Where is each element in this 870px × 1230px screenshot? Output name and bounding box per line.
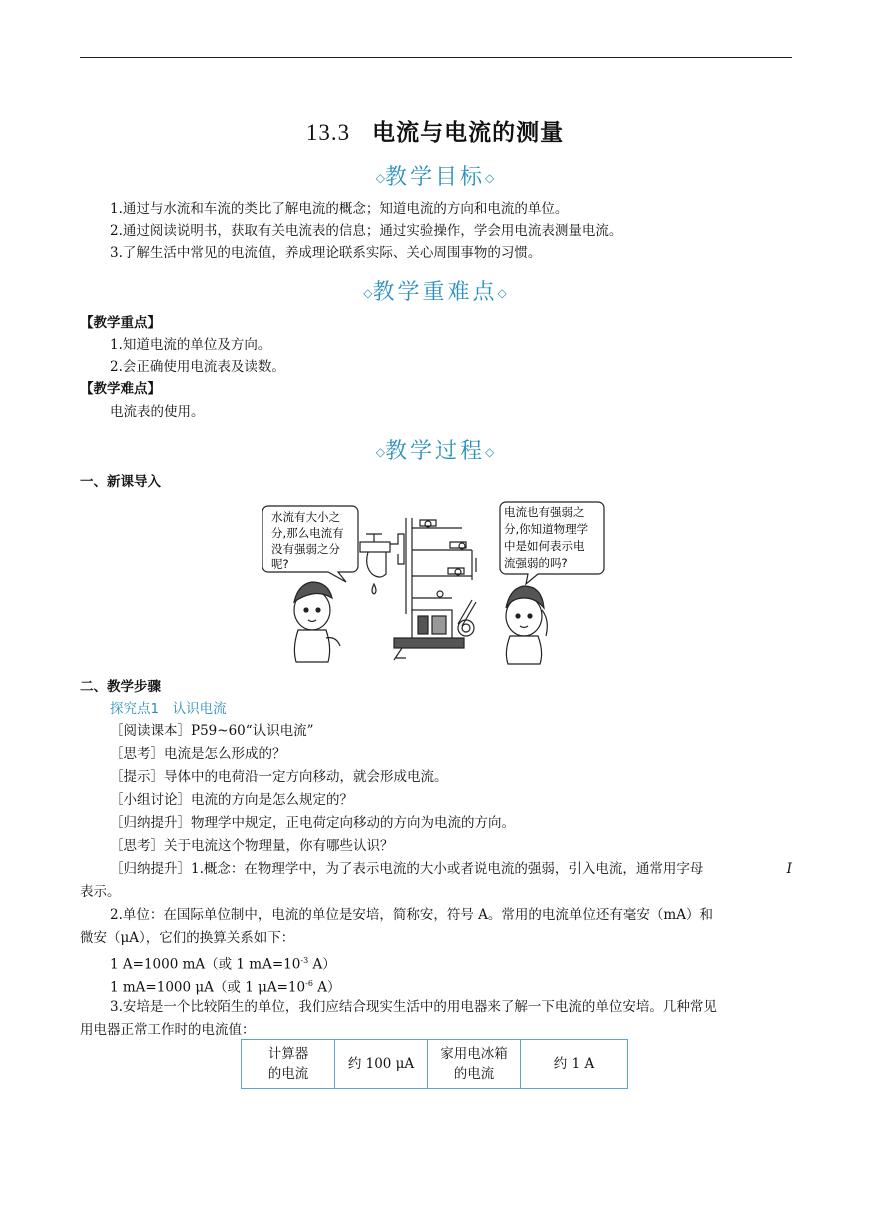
step-line-3: ［提示］导体中的电荷沿一定方向移动，就会形成电流。 <box>110 769 448 785</box>
title-text: 电流与电流的测量 <box>372 119 565 146</box>
difficult-point-1: 电流表的使用。 <box>110 404 205 420</box>
right-bubble-line: 中是如何表示电 <box>504 539 585 553</box>
step-line-2: ［思考］电流是怎么形成的？ <box>110 746 286 762</box>
current-values-table <box>241 1039 628 1089</box>
conversion-2-exponent: -6 <box>305 979 313 988</box>
step-line-5: ［归纳提升］物理学中规定，正电荷定向移动的方向为电流的方向。 <box>110 815 515 831</box>
concept-text: ［归纳提升］1.概念：在物理学中，为了表示电流的大小或者说电流的强弱，引入电流，通常用字母 <box>110 861 704 877</box>
key-point-1: 1.知道电流的单位及方向。 <box>110 337 272 353</box>
diamond-icon: ◇ <box>375 171 385 185</box>
faucet-icon <box>360 534 404 594</box>
cell-line: 的电流 <box>453 1066 495 1082</box>
section-process-text: 教学过程 <box>384 439 485 464</box>
girl-figure <box>506 586 547 664</box>
section-goals-text: 教学目标 <box>384 165 485 190</box>
left-bubble-line: 分,那么电流有 <box>271 526 344 540</box>
page-title <box>0 114 870 147</box>
left-bubble-line: 呢? <box>271 557 289 571</box>
conversion-1-text: 1 A=1000 mA（或 1 mA=10 <box>110 956 301 973</box>
unit-line-end: 微安（μA），它们的换算关系如下： <box>80 930 295 946</box>
section-key-text: 教学重难点 <box>372 280 498 305</box>
table-cell <box>428 1040 521 1089</box>
ampere-line: 3.安培是一个比较陌生的单位，我们应结合现实生活中的用电器来了解一下电流的单位安培。几种常见 <box>110 999 717 1015</box>
conversion-1 <box>110 952 336 974</box>
left-bubble-line: 没有强弱之分 <box>271 542 340 556</box>
section-process-heading <box>0 434 870 465</box>
table-cell <box>242 1040 335 1089</box>
cell-line: 的电流 <box>267 1066 309 1082</box>
header-rule <box>80 57 792 58</box>
part1-heading: 一、新课导入 <box>80 474 161 490</box>
table-cell: 约 1 A <box>521 1040 628 1089</box>
conversion-2-unit: A） <box>312 979 341 996</box>
boy-figure <box>294 582 340 662</box>
diamond-icon: ◇ <box>485 171 495 185</box>
step-line-1: ［阅读课本］P59~60“认识电流” <box>110 723 314 739</box>
road-diagram <box>406 518 476 614</box>
conversion-2-text: 1 mA=1000 μA（或 1 μA=10 <box>110 979 306 996</box>
topic-heading: 探究点1 认识电流 <box>110 701 227 717</box>
step-line-4: ［小组讨论］电流的方向是怎么规定的？ <box>110 792 353 808</box>
section-key-heading <box>0 275 870 306</box>
key-point-2: 2.会正确使用电流表及读数。 <box>110 359 285 375</box>
part2-heading: 二、教学步骤 <box>80 679 161 695</box>
cell-line: 家用电冰箱 <box>440 1046 508 1062</box>
key-points-heading: 【教学重点】 <box>80 315 161 331</box>
conversion-1-exponent: -3 <box>300 956 309 965</box>
cable-coil-icon <box>458 600 476 636</box>
right-bubble-line: 电流也有强弱之 <box>504 505 585 519</box>
table-row <box>242 1040 628 1089</box>
right-bubble-line: 流强弱的吗? <box>504 556 568 570</box>
goal-1: 1.通过与水流和车流的类比了解电流的概念；知道电流的方向和电流的单位。 <box>110 201 569 217</box>
title-number: 13.3 <box>305 120 351 145</box>
diamond-icon: ◇ <box>363 286 373 300</box>
goal-2: 2.通过阅读说明书，获取有关电流表的信息；通过实验操作，学会用电流表测量电流。 <box>110 223 623 239</box>
current-symbol: I <box>786 861 792 877</box>
goal-3: 3.了解生活中常见的电流值，养成理论联系实际、关心周围事物的习惯。 <box>110 245 542 261</box>
cell-line: 计算器 <box>267 1046 309 1062</box>
ampere-line-end: 用电器正常工作时的电流值： <box>80 1022 256 1038</box>
intro-illustration <box>262 498 610 666</box>
right-bubble-line: 分,你知道物理学 <box>504 522 589 536</box>
diamond-icon: ◇ <box>497 286 507 300</box>
unit-line: 2.单位：在国际单位制中，电流的单位是安培，简称安，符号 A。常用的电流单位还有毫安（mA）和 <box>110 907 713 923</box>
concept-line <box>110 860 792 878</box>
battery-box-icon <box>394 610 464 660</box>
concept-line-end: 表示。 <box>80 884 121 900</box>
diamond-icon: ◇ <box>375 445 385 459</box>
diamond-icon: ◇ <box>485 445 495 459</box>
section-goals-heading <box>0 160 870 191</box>
conversion-1-unit: A） <box>308 956 336 973</box>
left-speech-bubble <box>262 506 358 582</box>
table-cell: 约 100 μA <box>335 1040 428 1089</box>
right-speech-bubble <box>500 502 604 584</box>
left-bubble-line: 水流有大小之 <box>271 510 340 524</box>
conversion-2 <box>110 975 340 997</box>
difficult-points-heading: 【教学难点】 <box>80 381 161 397</box>
step-line-6: ［思考］关于电流这个物理量，你有哪些认识？ <box>110 838 394 854</box>
